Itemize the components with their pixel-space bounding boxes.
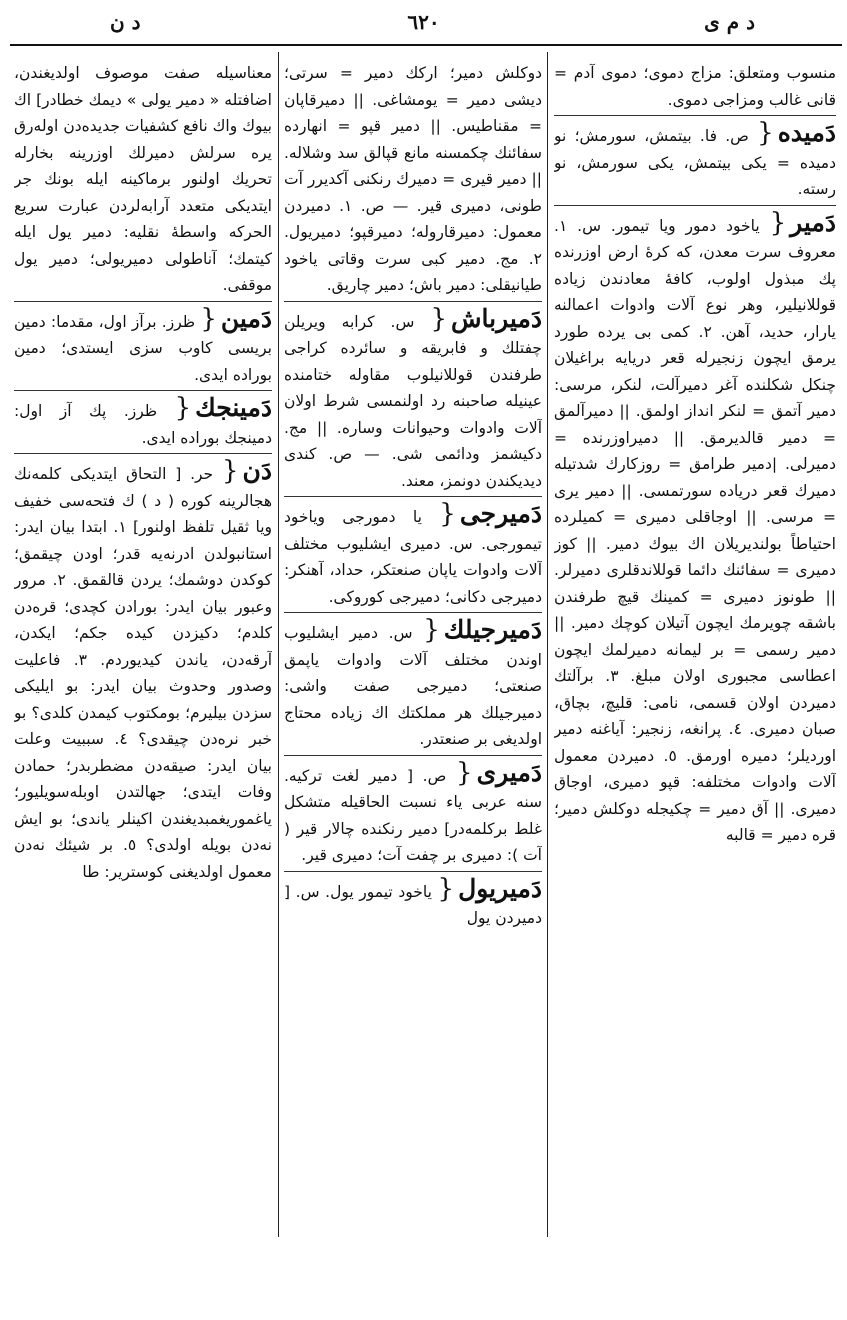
entry-text: ظرز. پك آز اول: دمینجك بوراده ایدی. [14,402,272,447]
headword: دَمیریول [458,873,542,903]
column-left [14,58,272,1238]
entry-demir [554,205,836,849]
entry-text: معناسیله صفت موصوف اولدیغندن، اضافتله « دمیر یولی » دیمك خطادر] اك بیوك واك نافع كشفیات جدیده‌دن اوله‌رق یره سرلش دمیرلك اوزرینه بخارله تحریك اولنور برماكینه ایله بونك جر ایتدیكی متعدد آرابه‌لردن عبارت سریع الحركه واسطهٔ نقلیه: دمیر یول ایله كیتمك؛ آناطولی دمیریولی؛ دمیر یول موقفی. [14,64,272,294]
entry-text: س. دمیر ایشلیوب اوندن مختلف آلات وادوات یاپمق صنعتی؛ دمیرجی صفت واشی: دمیرجیلك هر مملكتك اك زیاده محتاج اولدیغی بر صنعتدر. [284,624,542,748]
headword: دَمینجك [195,393,272,422]
headword: دَمیرجی [459,499,542,528]
column-divider [547,52,548,1237]
brace-icon: { [174,393,192,423]
brace-icon: { [221,456,239,486]
headword: دَمیر [790,207,836,237]
entry-demiri [284,755,542,869]
brace-icon: { [430,303,448,334]
entry-text: یا دمورجی ویاخود تیمورجی. س. دمیری ایشلیوب مختلف آلات وادوات یاپان صنعتكر، حداد، آهنكر: دمیرجی دكانی؛ دمیرجی كوروكی. [284,508,542,606]
brace-icon: { [456,757,473,788]
entry-continuation [554,58,836,113]
column-divider [278,52,279,1237]
column-middle [284,58,542,1238]
entry-text: ص. فا. بیتمش، سورمش؛ نو دمیده = یكی بیتمش، یكی سورمش، نو رسته. [554,127,836,198]
brace-icon: { [757,118,774,148]
headword: دَمیری [476,757,542,787]
entry-deminjek [14,390,272,451]
headword: دَمیرجیلك [443,615,542,644]
page-number: ٦٢٠ [407,10,440,34]
entry-demiryol [284,871,542,932]
brace-icon: { [200,303,217,334]
header-rule [10,44,842,46]
entry-demirji [284,496,542,610]
headword: دَمیده [777,118,836,147]
brace-icon: { [437,873,455,904]
entry-demirjilik [284,612,542,753]
page-header [0,0,847,44]
entry-damide [554,115,836,203]
entry-demin [14,301,272,389]
entry-continuation [284,58,542,299]
entry-continuation [14,58,272,299]
entry-text: یاخود تیمور یول. س. [ دمیردن یول [284,882,542,927]
brace-icon: { [439,499,456,529]
entry-text: منسوب ومتعلق: مزاج دموى؛ دموی آدم = قانی غالب ومزاجی دموی. [554,64,836,109]
entry-demirbash [284,301,542,495]
column-right [554,58,836,1238]
entry-text: ص. [ دمیر لغت تركیه. سنه عربی یاء نسبت الحاقیله متشكل غلط بركلمه‌در] دمیر رنكنده چالار قیر ( آت ): دمیری بر چفت آت؛ دمیری قیر. [284,766,542,864]
brace-icon: { [769,207,787,238]
headword: دَن [242,456,272,485]
entry-text: دوكلش دمیر؛ اركك دمیر = سرتی؛ دیشی دمیر = یومشاغی. || دمیرقاپان = مقناطیس. || دمیر قپو = انهارده سفائنك چكمسنه مانع قپالق سد وشلاله. || دمیر قیری = دمیرك رنكنی آكدیرر آت طونی، دمیری قیر. — ص. ١. دمیردن معمول: دمیرقاروله؛ دمیرقپو؛ دمیریول. ٢. مج. دمیر كبی سرت وقاتی یاخود طیانیقلی: دمیر باش؛ دمیر چاریق. [284,64,542,294]
running-head-left: د ن [110,10,141,34]
running-head-right: د م ى [704,10,755,34]
headword: دَمین [220,303,272,333]
entry-text: یاخود دمور ویا تیمور. س. ١. معروف سرت معدن، كه كرهٔ ارض اوزرنده پك مبذول اولوب، كافهٔ معادندن زیاده قوللانیلیر، وهر نوع آلات وادوات اعمالنه یارار، حدید، آهن. ٢. كمی بی یرده طورد یرمق ایچون زنجیرله قعر دریایه براغیلان چنكل شكلنده آغر دمیرآلت، لنكر، مرسی: دمیر آتمق = لنكر انداز اولمق. || دمیرآلمق = دمیر قالدیرمق. || دمیراوزرنده = دمیرلی. |دمیر طرامق = روزكارك شدتیله دمیرك قعر دریاده سورتمسی. || دمیر یری = مرسی. || اوجاقلی دمیری = كمیلرده احتیاطاً بولندیریلان اك بیوك دمیر. || كوز دمیری = سفائنك دائما قوللاندقلری دمیرلر. || طونوز دمیری = كمینك قیچ طرفندن باشقه چویرمك ایچون آتیلان كوچك دمیر. || دمیر رسمی = بر لیمانه دمیرلمك ایچون اعطاسی مجبوری اولان مبلغ. ٣. برآلتك دمیردن اولان قسمی، نامی: قلیچ، بچاق، صبان دمیری. ٤. پرانغه، زنجیر: آیاغنه دمیر اوردیلر؛ دمیره اورمق. ٥. دمیردن معمول آلات وادوات مختلفه: قپو دمیری، اوجاق دمیری. || آق دمیر = چكیجله دوكلش دمیر؛ قره دمیر = قالبه [554,216,836,844]
headword: دَمیرباش [451,303,542,333]
entry-text: حر. [ التحاق ایتدیكی كلمه‌نك هجالرینه كوره ( د ) ك فتحه‌سی خفیف ویا ثقیل تلفظ اولنور] ١. ابتدا بیان ایدر: استانبولدن ادرنه‌یه قدر؛ اودن چیقمق؛ كوكدن دوشمك؛ یردن قالقمق. ٢. مرور وعبور بیان ایدر: بورادن كچدی؛ قره‌دن كلدم؛ دكیزدن كیده جكم؛ ایكدن، آرقه‌دن، یاندن كیدیوردم. ٣. فاعلیت وصدور وحدوث بیان ایدر: بو ایلیكی سزدن بیلیرم؛ بومكتوب كیمدن كلدی؟ بو خبر نره‌دن چیقدی؟ ٤. سببیت وعلت بیان ایدر: صیقه‌دن مضطربدر؛ حمادن وفات ایتدی؛ جهالتدن اوبله‌سویلیور؛ یاغموریغمبدیغندن اكینلر یاندی؛ بو ایش نه‌دن بویله اولدی؟ ٥. بر شیئك نه‌دن معمول اولدیغنی كوستریر: طا [14,465,272,881]
entry-text: ظرز. برآز اول، مقدما: دمین بریسی كاوب سزی ایستدی؛ دمین بوراده ایدی. [14,312,272,384]
brace-icon: { [423,615,440,645]
entry-text: س. كرابه ویریلن چفتلك و فابریقه و سائرده كراجی طرفندن قوللانیلوب مقاوله ختامنده عینیله صاحبنه رد اولنمسی شرط اولان آلات وادوات وحیوانات وساره. || مج. دكیشمز ودائمی شی. — ص. كندی دیدیكندن دونمز، معند. [284,312,542,490]
entry-den [14,453,272,885]
